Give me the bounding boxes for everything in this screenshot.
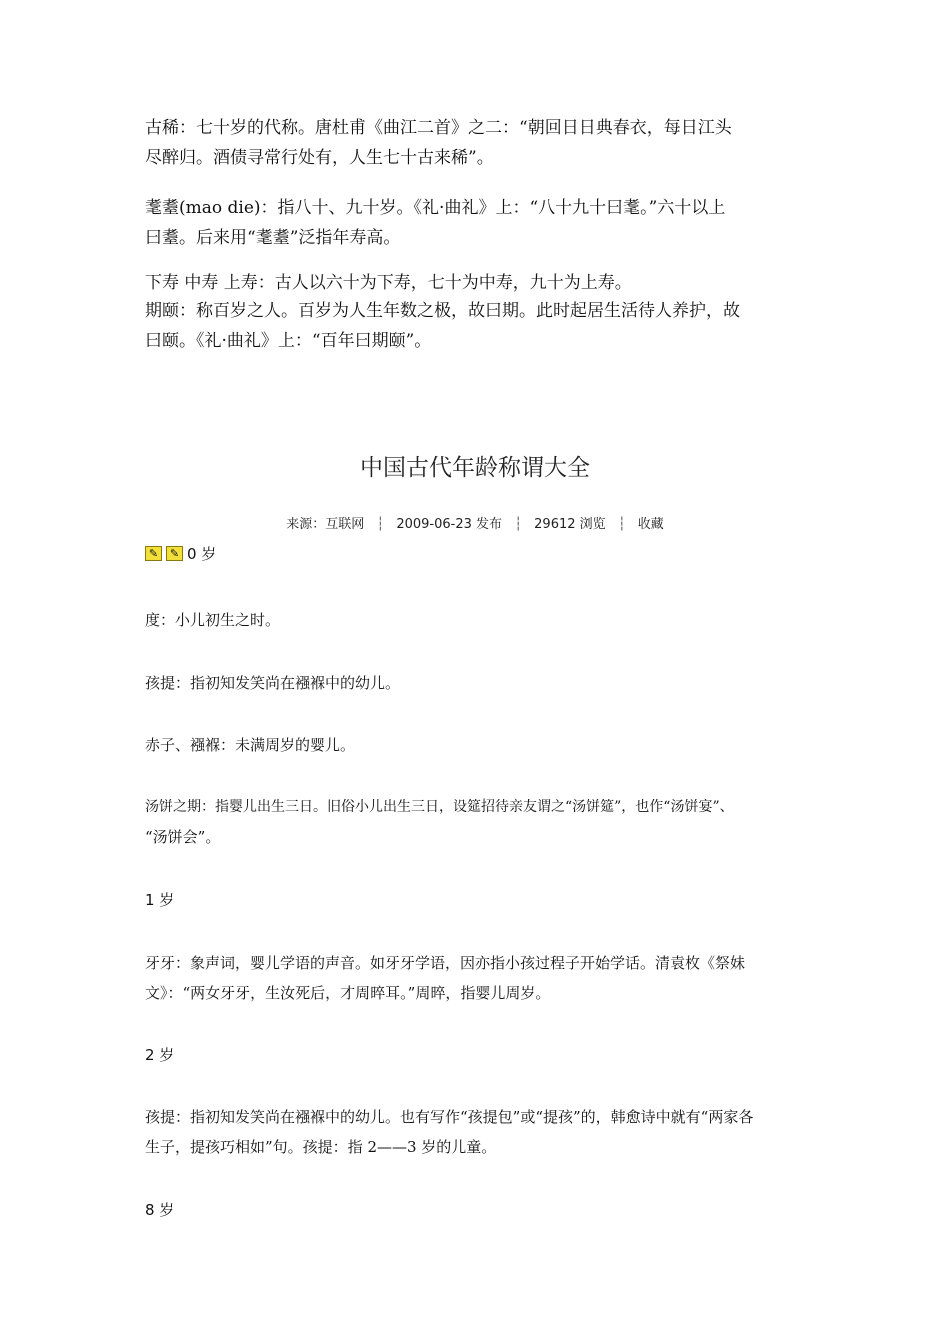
- meta-separator: ┆: [617, 517, 626, 532]
- article-title: 中国古代年龄称谓大全: [360, 455, 590, 481]
- source-label: 来源：互联网: [286, 517, 365, 532]
- yaya-paragraph: [145, 948, 810, 1008]
- qiyi-line-2: 曰颐。《礼·曲礼》上：“百年曰期颐”。: [145, 331, 432, 351]
- maodie-line-1: 耄耋(mao die)：指八十、九十岁。《礼·曲礼》上：“八十九十曰耄。”六十以上: [145, 198, 726, 218]
- age-0-row: [145, 543, 216, 563]
- publish-label: 发布: [476, 517, 503, 532]
- age-heading-2: 2 岁: [145, 1046, 175, 1064]
- age-heading-0: 0 岁: [187, 544, 217, 563]
- pencil-icon: ✎: [166, 546, 183, 561]
- qiyi-paragraph: [145, 296, 810, 356]
- guxi-paragraph: [145, 113, 810, 173]
- meta-separator: ┆: [514, 517, 523, 532]
- chizi-paragraph: 赤子、襁褓：未满周岁的婴儿。: [145, 736, 356, 754]
- tangbing-line-2: “汤饼会”。: [145, 828, 221, 846]
- pencil-icon: ✎: [145, 546, 162, 561]
- du-paragraph: 度：小儿初生之时。: [145, 611, 281, 629]
- yaya-line-1: 牙牙：象声词，婴儿学语的声音。如牙牙学语，因亦指小孩过程子开始学话。清袁枚《祭妹: [145, 954, 746, 972]
- age-heading-8: 8 岁: [145, 1201, 175, 1219]
- maodie-paragraph: [145, 193, 810, 253]
- maodie-line-2: 曰耋。后来用“耄耋”泛指年寿高。: [145, 228, 401, 248]
- guxi-line-1: 古稀：七十岁的代称。唐杜甫《曲江二首》之二：“朝回日日典春衣，每日江头: [145, 118, 732, 138]
- yaya-line-2: 文》：“两女牙牙，生汝死后，才周晬耳。”周晬，指婴儿周岁。: [145, 984, 551, 1002]
- shou-line: 下寿 中寿 上寿：古人以六十为下寿，七十为中寿，九十为上寿。: [145, 273, 632, 293]
- publish-date: 2009-06-23: [396, 517, 472, 532]
- guxi-line-2: 尽醉归。酒债寻常行处有，人生七十古来稀”。: [145, 148, 494, 168]
- shou-paragraph: [145, 268, 810, 298]
- view-count: 29612: [534, 517, 576, 532]
- tangbing-paragraph: [145, 792, 815, 852]
- meta-separator: ┆: [376, 517, 385, 532]
- haiti-paragraph: 孩提：指初知发笑尚在襁褓中的幼儿。: [145, 674, 401, 692]
- views-label: 浏览: [579, 517, 606, 532]
- qiyi-line-1: 期颐：称百岁之人。百岁为人生年数之极，故曰期。此时起居生活待人养护，故: [145, 301, 740, 321]
- tangbing-line-1: 汤饼之期：指婴儿出生三日。旧俗小儿出生三日，设筵招待亲友谓之“汤饼筵”，也作“汤饼宴”、: [145, 799, 734, 815]
- haiti2-line-2: 生子，提孩巧相如”句。孩提：指 2——3 岁的儿童。: [145, 1138, 497, 1156]
- favorite-link[interactable]: 收藏: [637, 517, 664, 532]
- haiti2-paragraph: [145, 1102, 810, 1162]
- haiti2-line-1: 孩提：指初知发笑尚在襁褓中的幼儿。也有写作“孩提包”或“提孩”的，韩愈诗中就有“两家各: [145, 1108, 754, 1126]
- article-meta: [0, 515, 950, 535]
- age-heading-1: 1 岁: [145, 891, 175, 909]
